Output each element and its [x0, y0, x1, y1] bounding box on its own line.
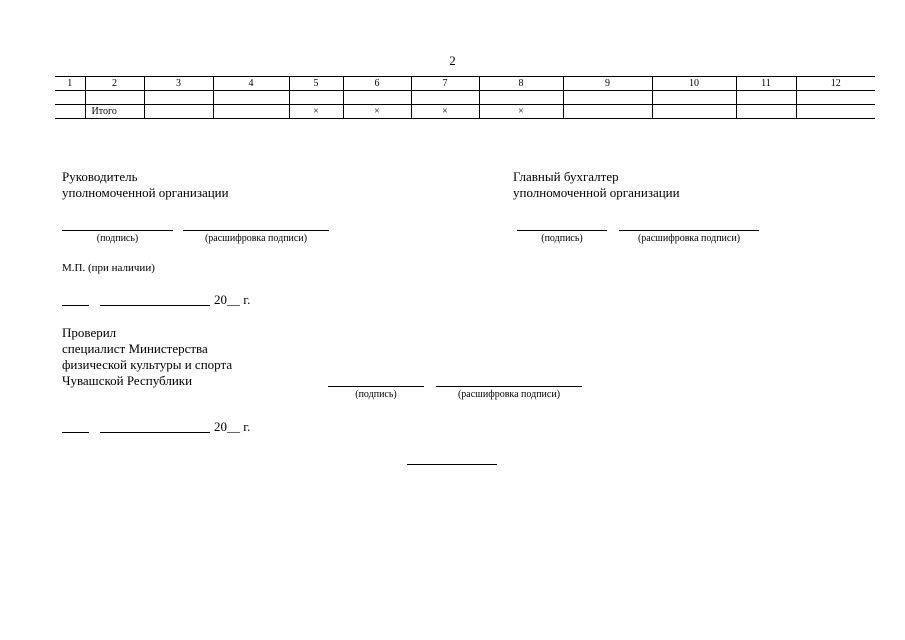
checker-decoding-line: [436, 386, 582, 387]
checker-signature-caption: (подпись): [355, 389, 397, 400]
stamp-note: М.П. (при наличии): [62, 262, 155, 274]
report-table: [55, 76, 875, 119]
checker-signature-line: [328, 386, 424, 387]
cross-mark: ×: [343, 105, 411, 119]
column-number: 6: [343, 77, 411, 91]
date-month-line: [100, 305, 210, 306]
column-number: 8: [479, 77, 563, 91]
right-decoding-line: [619, 230, 759, 231]
column-number: 3: [144, 77, 213, 91]
table-cell: [289, 91, 343, 105]
column-number: 1: [55, 77, 85, 91]
table-cell: [85, 91, 144, 105]
document-end-line: [407, 464, 497, 465]
left-signature-line: [62, 230, 173, 231]
checked-line3: физической культуры и спорта: [62, 357, 233, 372]
total-label: Итого: [85, 105, 144, 119]
column-number: 11: [736, 77, 796, 91]
table-cell: [796, 91, 875, 105]
cross-mark: ×: [289, 105, 343, 119]
table-cell: [479, 91, 563, 105]
date-day-line: [62, 432, 89, 433]
left-signer-title-line2: уполномоченной организации: [62, 185, 229, 200]
checked-line4: Чувашской Республики: [62, 373, 193, 388]
table-cell: [652, 91, 736, 105]
table-cell: [55, 105, 85, 119]
table-cell: [213, 91, 289, 105]
column-number: 2: [85, 77, 144, 91]
table-cell: [563, 91, 652, 105]
table-cell: [213, 105, 289, 119]
table-cell: [796, 105, 875, 119]
date-month-line: [100, 432, 210, 433]
date-day-line: [62, 305, 89, 306]
table-cell: [411, 91, 479, 105]
table-cell: [343, 91, 411, 105]
table-cell: [144, 105, 213, 119]
date-year-text: 20__ г.: [214, 419, 251, 434]
table-cell: [736, 105, 796, 119]
cross-mark: ×: [411, 105, 479, 119]
left-decoding-line: [183, 230, 329, 231]
right-signer-title-line2: уполномоченной организации: [513, 185, 680, 200]
right-signature-caption: (подпись): [541, 233, 583, 244]
left-signer-title-line1: Руководитель: [62, 169, 138, 184]
table-row: [55, 91, 875, 105]
column-number: 12: [796, 77, 875, 91]
table-cell: [736, 91, 796, 105]
date-year-text: 20__ г.: [214, 292, 251, 307]
left-signature-caption: (подпись): [96, 233, 139, 244]
table-header-row: [55, 77, 875, 91]
table-cell: [652, 105, 736, 119]
cross-mark: ×: [479, 105, 563, 119]
column-number: 5: [289, 77, 343, 91]
right-signer-title-line1: Главный бухгалтер: [513, 169, 619, 184]
right-signature-line: [517, 230, 607, 231]
checker-decoding-caption: (расшифровка подписи): [457, 389, 561, 400]
table-cell: [144, 91, 213, 105]
checked-line1: Проверил: [62, 325, 117, 340]
right-decoding-caption: (расшифровка подписи): [637, 233, 741, 244]
left-decoding-caption: (расшифровка подписи): [204, 233, 308, 244]
page-number: 2: [449, 53, 456, 68]
checked-line2: специалист Министерства: [62, 341, 208, 356]
table-cell: [55, 91, 85, 105]
table-cell: [563, 105, 652, 119]
column-number: 10: [652, 77, 736, 91]
table-total-row: [55, 105, 875, 119]
column-number: 7: [411, 77, 479, 91]
column-number: 9: [563, 77, 652, 91]
column-number: 4: [213, 77, 289, 91]
